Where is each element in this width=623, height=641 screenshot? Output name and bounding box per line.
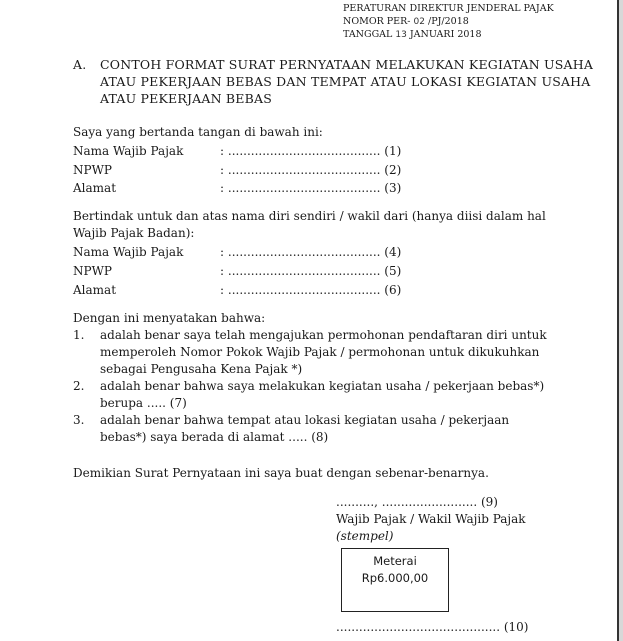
scan-shadow bbox=[619, 0, 623, 641]
nomor-handwritten: 02 bbox=[413, 17, 425, 27]
acting-text-line-1: Bertindak untuk dan atas nama diri sendiri / wakil dari (hanya diisi dalam hal bbox=[73, 209, 546, 223]
field-value bbox=[220, 263, 401, 280]
section-title-line-2: ATAU PEKERJAAN BEBAS DAN TEMPAT ATAU LOKASI KEGIATAN USAHA bbox=[100, 74, 591, 89]
field-dots: ........................................ bbox=[227, 144, 381, 158]
stempel-text: (stempel) bbox=[336, 529, 394, 543]
field-label: Alamat bbox=[73, 181, 117, 195]
field-value bbox=[220, 244, 401, 261]
materai-amount: Rp6.000,00 bbox=[361, 571, 429, 585]
field-number: (2) bbox=[384, 163, 402, 177]
field-colon: : bbox=[220, 264, 225, 278]
statement-number: 2. bbox=[73, 379, 85, 393]
field-label: NPWP bbox=[73, 264, 112, 278]
field-value bbox=[220, 143, 401, 160]
nomor-suffix: /PJ/2018 bbox=[428, 16, 469, 27]
statement-line: bebas*) saya berada di alamat ..... (8) bbox=[100, 430, 329, 444]
field-value bbox=[220, 282, 401, 299]
stempel-note bbox=[336, 528, 393, 545]
statement-line: adalah benar bahwa saya melakukan kegiatan usaha / pekerjaan bebas*) bbox=[100, 379, 545, 393]
field-number: (1) bbox=[384, 144, 402, 158]
statement-number: 3. bbox=[73, 413, 85, 427]
statement-line: memperoleh Nomor Pokok Wajib Pajak / permohonan untuk dikukuhkan bbox=[100, 345, 540, 359]
field-dots: ........................................ bbox=[227, 264, 381, 278]
field-value bbox=[220, 162, 401, 179]
signer-role: Wajib Pajak / Wakil Wajib Pajak bbox=[336, 512, 526, 526]
field-label: Alamat bbox=[73, 283, 117, 297]
regulation-date bbox=[343, 28, 482, 42]
field-dots: ........................................ bbox=[227, 283, 381, 297]
section-title-line-3: ATAU PEKERJAAN BEBAS bbox=[100, 91, 273, 106]
field-label: Nama Wajib Pajak bbox=[73, 144, 184, 158]
section-title-line-1: CONTOH FORMAT SURAT PERNYATAAN MELAKUKAN KEGIATAN USAHA bbox=[100, 57, 594, 72]
regulation-number bbox=[343, 15, 469, 29]
field-colon: : bbox=[220, 245, 225, 259]
tanggal-suffix: JANUARI 2018 bbox=[409, 29, 482, 40]
nomor-prefix: NOMOR PER- bbox=[343, 16, 411, 27]
field-number: (4) bbox=[384, 245, 402, 259]
field-label: Nama Wajib Pajak bbox=[73, 245, 184, 259]
field-colon: : bbox=[220, 283, 225, 297]
tanggal-prefix: TANGGAL bbox=[343, 29, 393, 40]
name-signature-line: ........................................... (10) bbox=[336, 620, 529, 634]
field-dots: ........................................ bbox=[227, 181, 381, 195]
materai-box bbox=[341, 548, 449, 612]
field-colon: : bbox=[220, 163, 225, 177]
field-dots: ........................................ bbox=[227, 163, 381, 177]
field-number: (5) bbox=[384, 264, 402, 278]
closing-text: Demikian Surat Pernyataan ini saya buat dengan sebenar-benarnya. bbox=[73, 466, 489, 480]
field-colon: : bbox=[220, 181, 225, 195]
statement-line: adalah benar saya telah mengajukan permohonan pendaftaran diri untuk bbox=[100, 328, 547, 342]
field-label: NPWP bbox=[73, 163, 112, 177]
field-number: (3) bbox=[384, 181, 402, 195]
field-value bbox=[220, 180, 401, 197]
regulation-title: PERATURAN DIREKTUR JENDERAL PAJAK bbox=[343, 3, 554, 14]
statement-line: sebagai Pengusaha Kena Pajak *) bbox=[100, 362, 303, 376]
section-letter: A. bbox=[73, 57, 87, 72]
place-date-line: .........., ......................... (9) bbox=[336, 495, 498, 509]
tanggal-handwritten: 13 bbox=[395, 30, 407, 40]
statement-line: berupa ..... (7) bbox=[100, 396, 187, 410]
field-dots: ........................................ bbox=[227, 245, 381, 259]
intro-text: Saya yang bertanda tangan di bawah ini: bbox=[73, 125, 323, 139]
statement-intro: Dengan ini menyatakan bahwa: bbox=[73, 311, 266, 325]
acting-text-line-2: Wajib Pajak Badan): bbox=[73, 226, 195, 240]
materai-label: Meterai bbox=[373, 554, 417, 568]
field-number: (6) bbox=[384, 283, 402, 297]
field-colon: : bbox=[220, 144, 225, 158]
statement-number: 1. bbox=[73, 328, 85, 342]
statement-line: adalah benar bahwa tempat atau lokasi kegiatan usaha / pekerjaan bbox=[100, 413, 510, 427]
